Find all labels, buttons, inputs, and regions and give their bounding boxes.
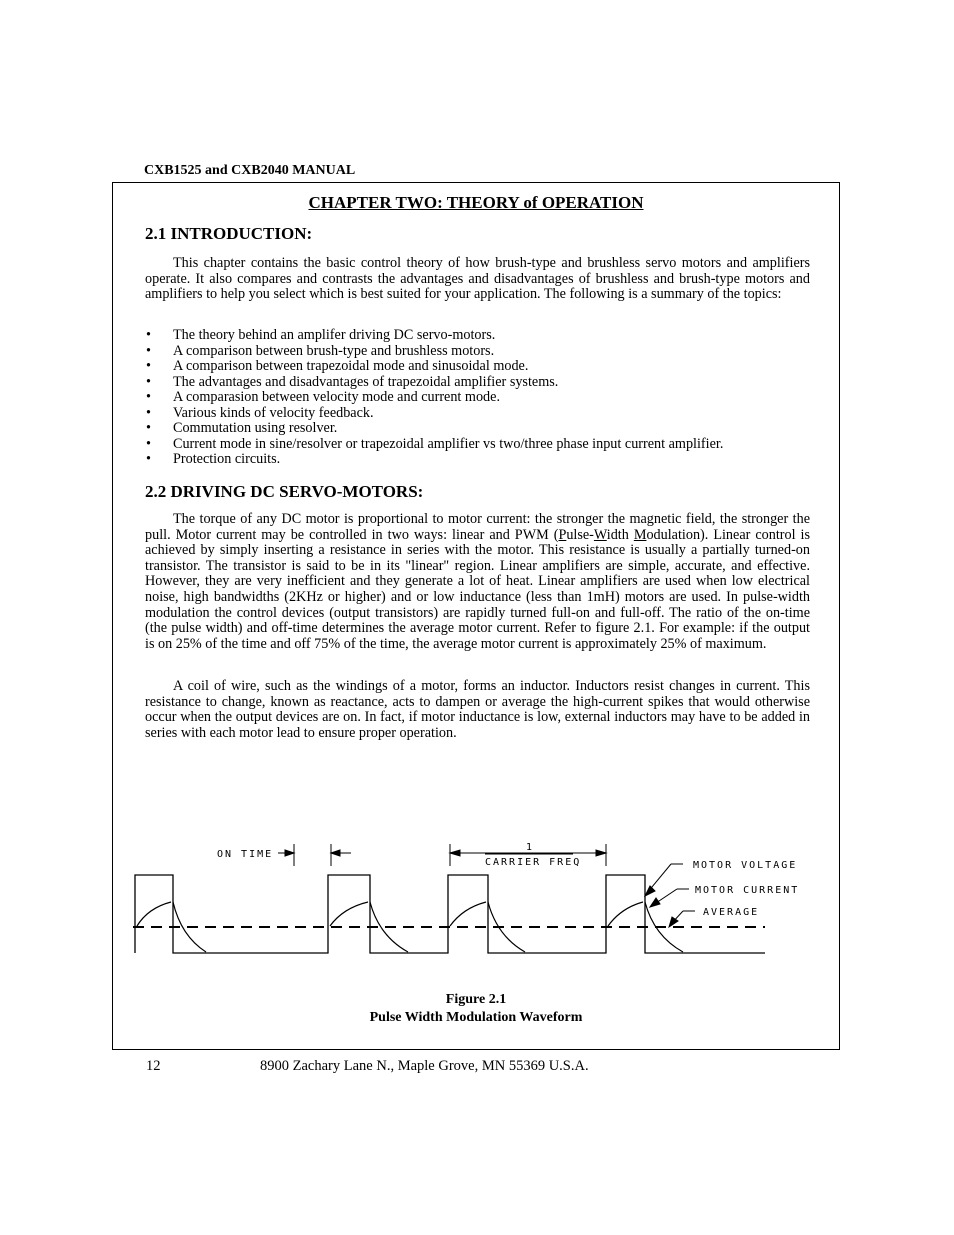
- page-number: 12: [146, 1058, 161, 1074]
- list-item: • Current mode in sine/resolver or trapezoidal amplifier vs two/three phase input current amplifier.: [145, 437, 810, 453]
- driving-paragraph-1: The torque of any DC motor is proportional to motor current: the stronger the magnetic field, the stronger the pull. Motor current may be controlled in two ways: linear and PWM (Pulse-Width Modulation). Linear control is achieved by simply inserting a resistance in series with the motor. This resistance is usually a partially turned-on transistor. The transistor is said to be in its "linear" region. Linear amplifiers are simple, accurate, and effective. However, they are very inefficient and they generate a lot of heat. Linear amplifiers are used when low electrical noise, high bandwidths (2KHz or higher) and or low inductance (less than 1mH) motors are used. In pulse-width modulation the control devices (output transistors) are rapidly turned full-on and full-off. The ratio of the on-time (the pulse width) and off-time determines the average motor current. Refer to figure 2.1. For example: if the output is on 25% of the time and off 75% of the time, the average motor current is approximately 25% of maximum.: [145, 511, 810, 652]
- label-leaders: [645, 864, 695, 927]
- driving-heading: 2.2 DRIVING DC SERVO-MOTORS:: [145, 482, 424, 501]
- intro-heading: 2.1 INTRODUCTION:: [145, 224, 313, 243]
- on-time-label: ON TIME: [217, 849, 274, 860]
- figure-caption-title: Pulse Width Modulation Waveform: [369, 1010, 583, 1025]
- list-item: • The advantages and disadvantages of trapezoidal amplifier systems.: [145, 375, 810, 391]
- on-time-marker: [278, 844, 351, 866]
- motor-voltage-label: MOTOR VOLTAGE: [693, 860, 798, 871]
- carrier-freq-label: CARRIER FREQ: [485, 857, 582, 868]
- motor-current-label: MOTOR CURRENT: [695, 885, 800, 896]
- topics-list: [145, 328, 810, 468]
- driving-paragraph-2: A coil of wire, such as the windings of a motor, forms an inductor. Inductors resist changes in current. This resistance to change, known as reactance, acts to dampen or average the high-current spikes that would otherwise occur when the output devices are on. In fact, if motor inductance is low, external inductors may have to be added in series with each motor lead to ensure proper operation.: [145, 678, 810, 741]
- list-item: • Various kinds of velocity feedback.: [145, 406, 810, 422]
- list-item: • A comparison between brush-type and brushless motors.: [145, 344, 810, 360]
- chapter-title: CHAPTER TWO: THEORY of OPERATION: [308, 193, 644, 212]
- list-item: • Commutation using resolver.: [145, 421, 810, 437]
- pwm-waveform-diagram: [133, 838, 803, 958]
- motor-voltage-waveform: [135, 875, 765, 953]
- list-item: • The theory behind an amplifer driving DC servo-motors.: [145, 328, 810, 344]
- average-label: AVERAGE: [703, 907, 760, 918]
- footer-address: 8900 Zachary Lane N., Maple Grove, MN 55369 U.S.A.: [260, 1058, 589, 1074]
- pwm-waveform-figure: [133, 838, 803, 958]
- list-item: • Protection circuits.: [145, 452, 810, 468]
- manual-title: CXB1525 and CXB2040 MANUAL: [144, 163, 356, 178]
- list-item: • A comparasion between velocity mode and current mode.: [145, 390, 810, 406]
- list-item: • A comparison between trapezoidal mode and sinusoidal mode.: [145, 359, 810, 375]
- content-frame: [112, 182, 840, 1050]
- intro-paragraph: This chapter contains the basic control theory of how brush-type and brushless servo motors and amplifiers operate. It also compares and contrasts the advantages and disadvantages of brushless and brush-type motors and amplifiers to help you select which is best suited for your application. The following is a summary of the topics:: [145, 255, 810, 303]
- fraction-numerator: 1: [525, 842, 535, 853]
- figure-caption-number: Figure 2.1: [445, 992, 507, 1007]
